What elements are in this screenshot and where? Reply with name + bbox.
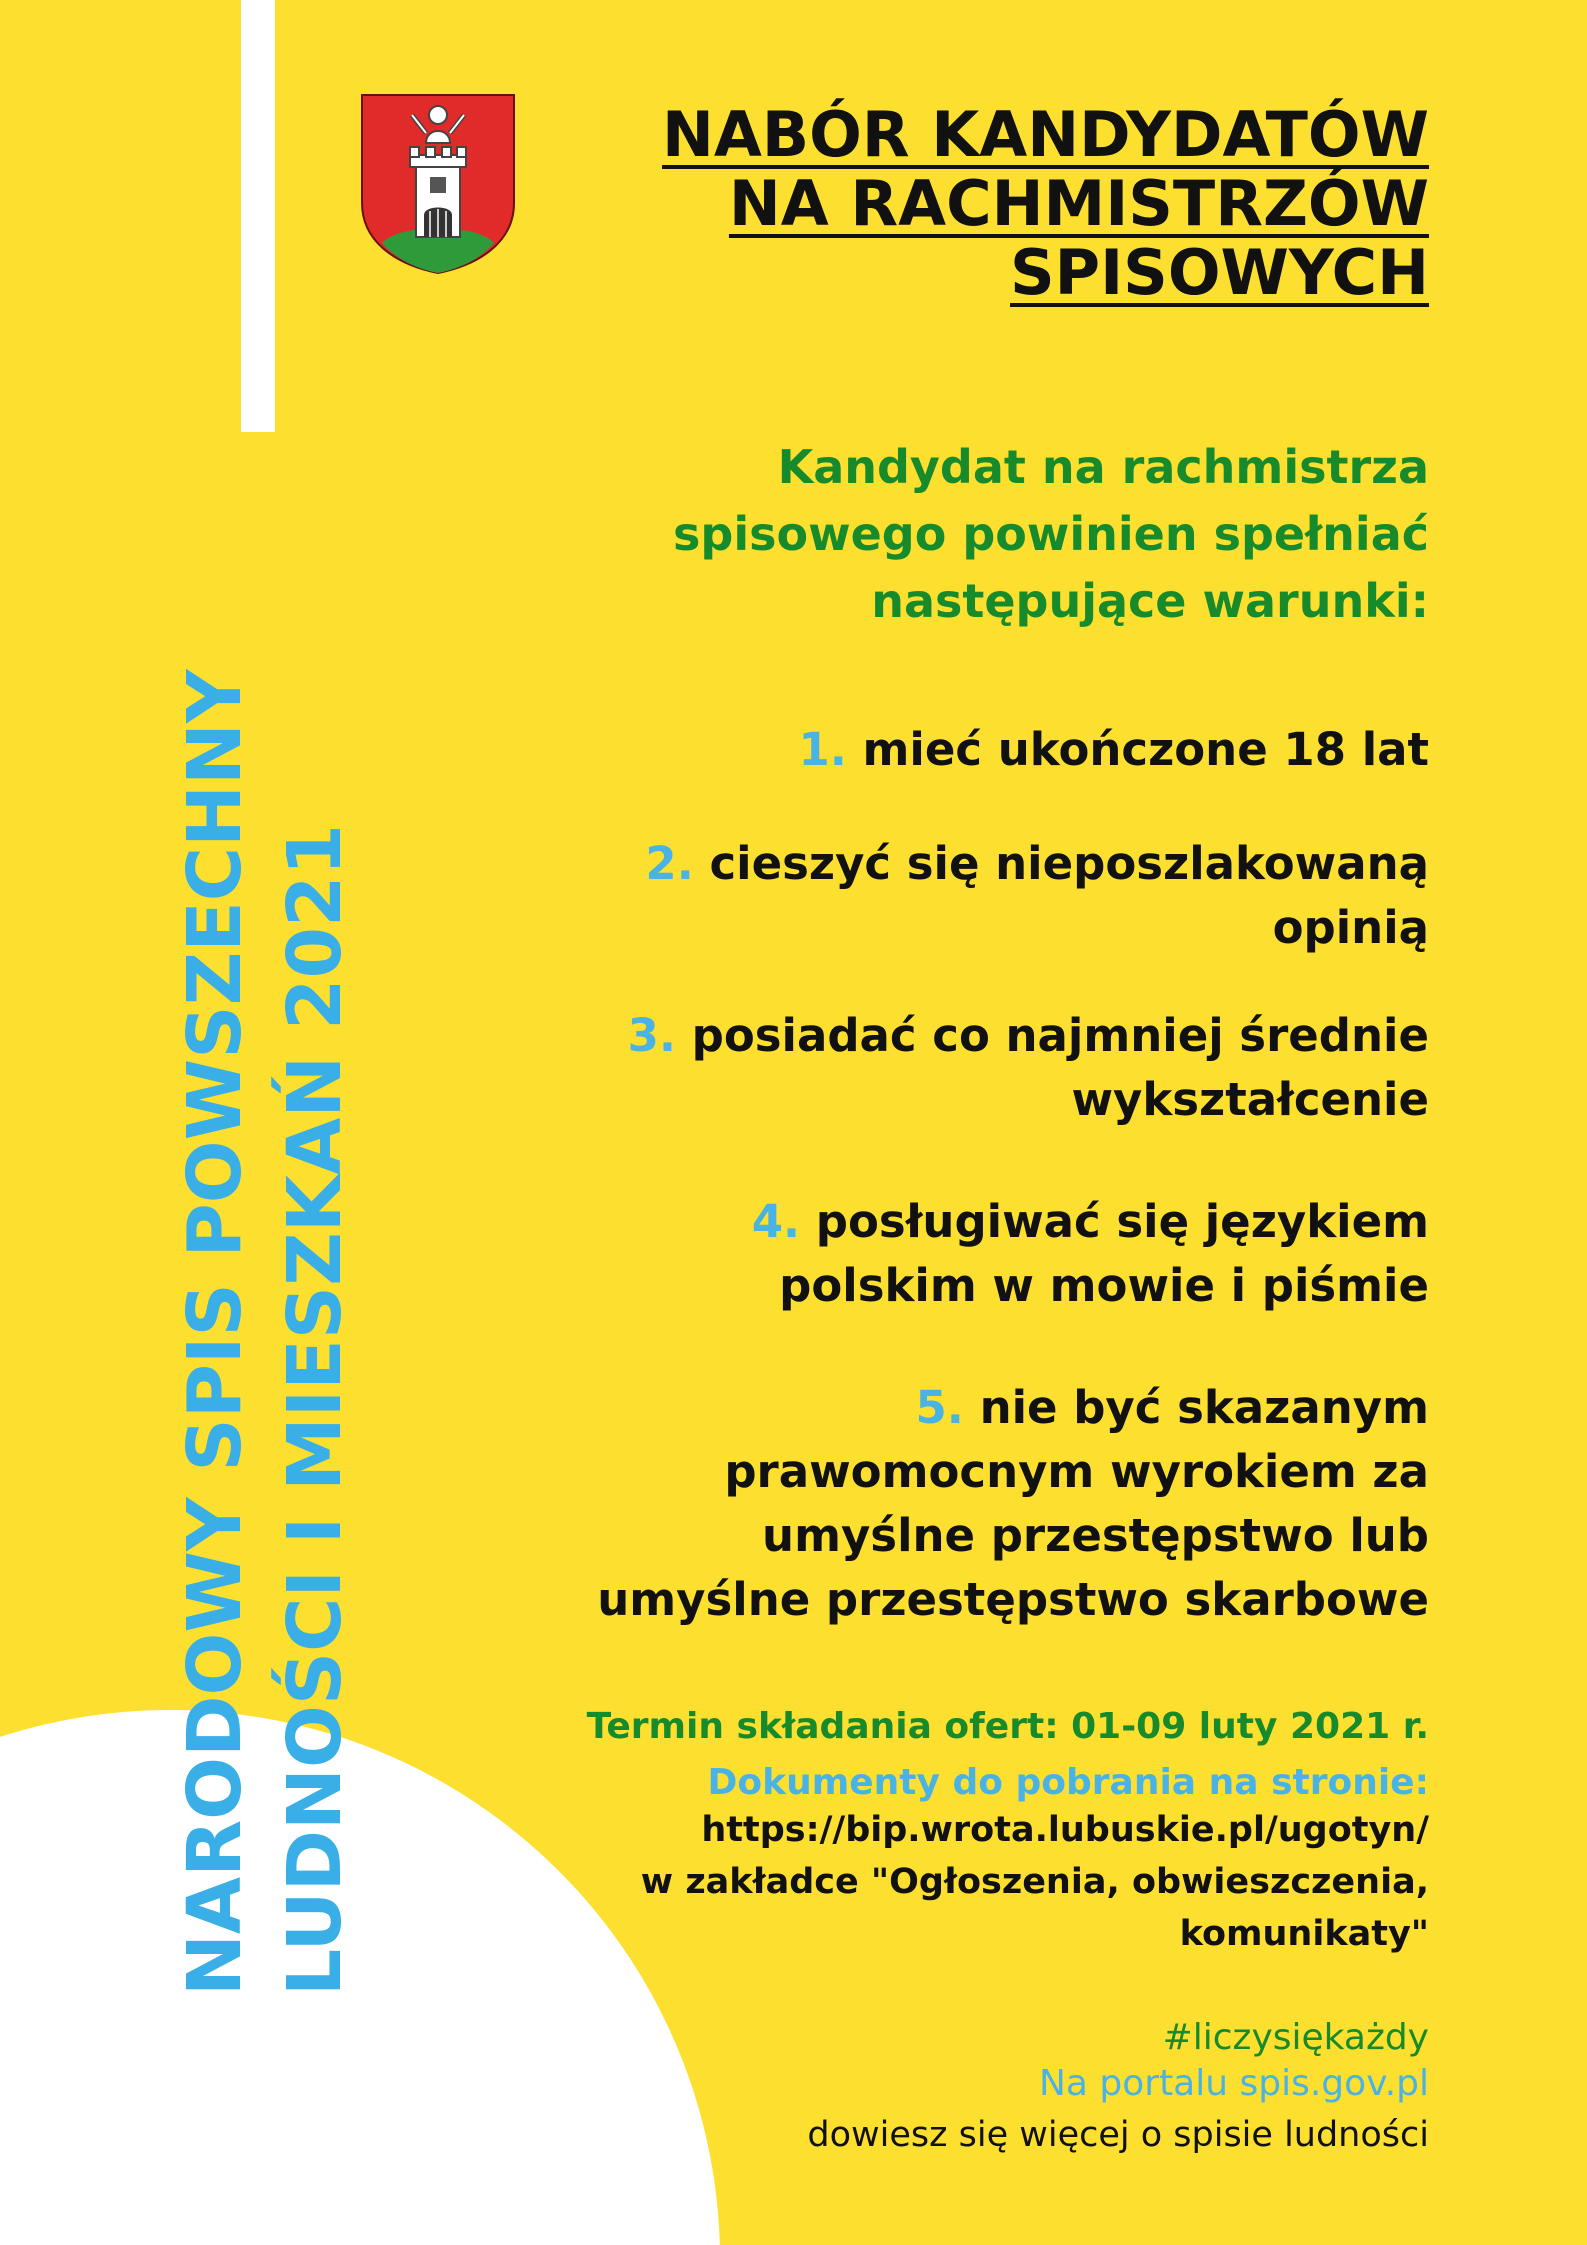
- documents-link[interactable]: https://bip.wrota.lubuskie.pl/ugotyn/: [701, 1810, 1429, 1850]
- documents-text: Dokumenty do pobrania na stronie:: [707, 1762, 1429, 1803]
- condition-item: 5. nie być skazanym prawomocnym wyrokiem za umyślne przestępstwo lub umyślne przestępstwo skarbowe: [597, 1381, 1429, 1626]
- deadline-text: Termin składania ofert: 01-09 luty 2021 r.: [586, 1706, 1429, 1747]
- white-stripe: [241, 0, 275, 432]
- vertical-census-title: NARODOWY SPIS POWSZECHNY LUDNOŚCI I MIESZKAŃ 2021: [172, 669, 358, 1996]
- more-info-text: dowiesz się więcej o spisie ludności: [807, 2115, 1429, 2155]
- condition-item: 2. cieszyć się nieposzlakowaną opinią: [645, 837, 1429, 954]
- tab-info-line: komunikaty": [1179, 1914, 1429, 1954]
- page-title: [662, 100, 1429, 307]
- title-line: NABÓR KANDYDATÓW: [662, 98, 1429, 171]
- title-line: NA RACHMISTRZÓW: [728, 167, 1429, 240]
- intro-text: Kandydat na rachmistrza spisowego powinien spełniać następujące warunki:: [673, 440, 1429, 628]
- hashtag: #liczysiękażdy: [1162, 2017, 1429, 2058]
- condition-item: 3. posiadać co najmniej średnie wykształcenie: [627, 1009, 1429, 1126]
- title-line: SPISOWYCH: [1010, 236, 1429, 309]
- coat-of-arms-icon: [360, 93, 516, 275]
- portal-link[interactable]: Na portalu spis.gov.pl: [1038, 2063, 1429, 2104]
- condition-item: 1. mieć ukończone 18 lat: [798, 723, 1429, 776]
- condition-item: 4. posługiwać się językiem polskim w mowie i piśmie: [751, 1195, 1429, 1312]
- tab-info-line: w zakładce "Ogłoszenia, obwieszczenia,: [640, 1862, 1429, 1902]
